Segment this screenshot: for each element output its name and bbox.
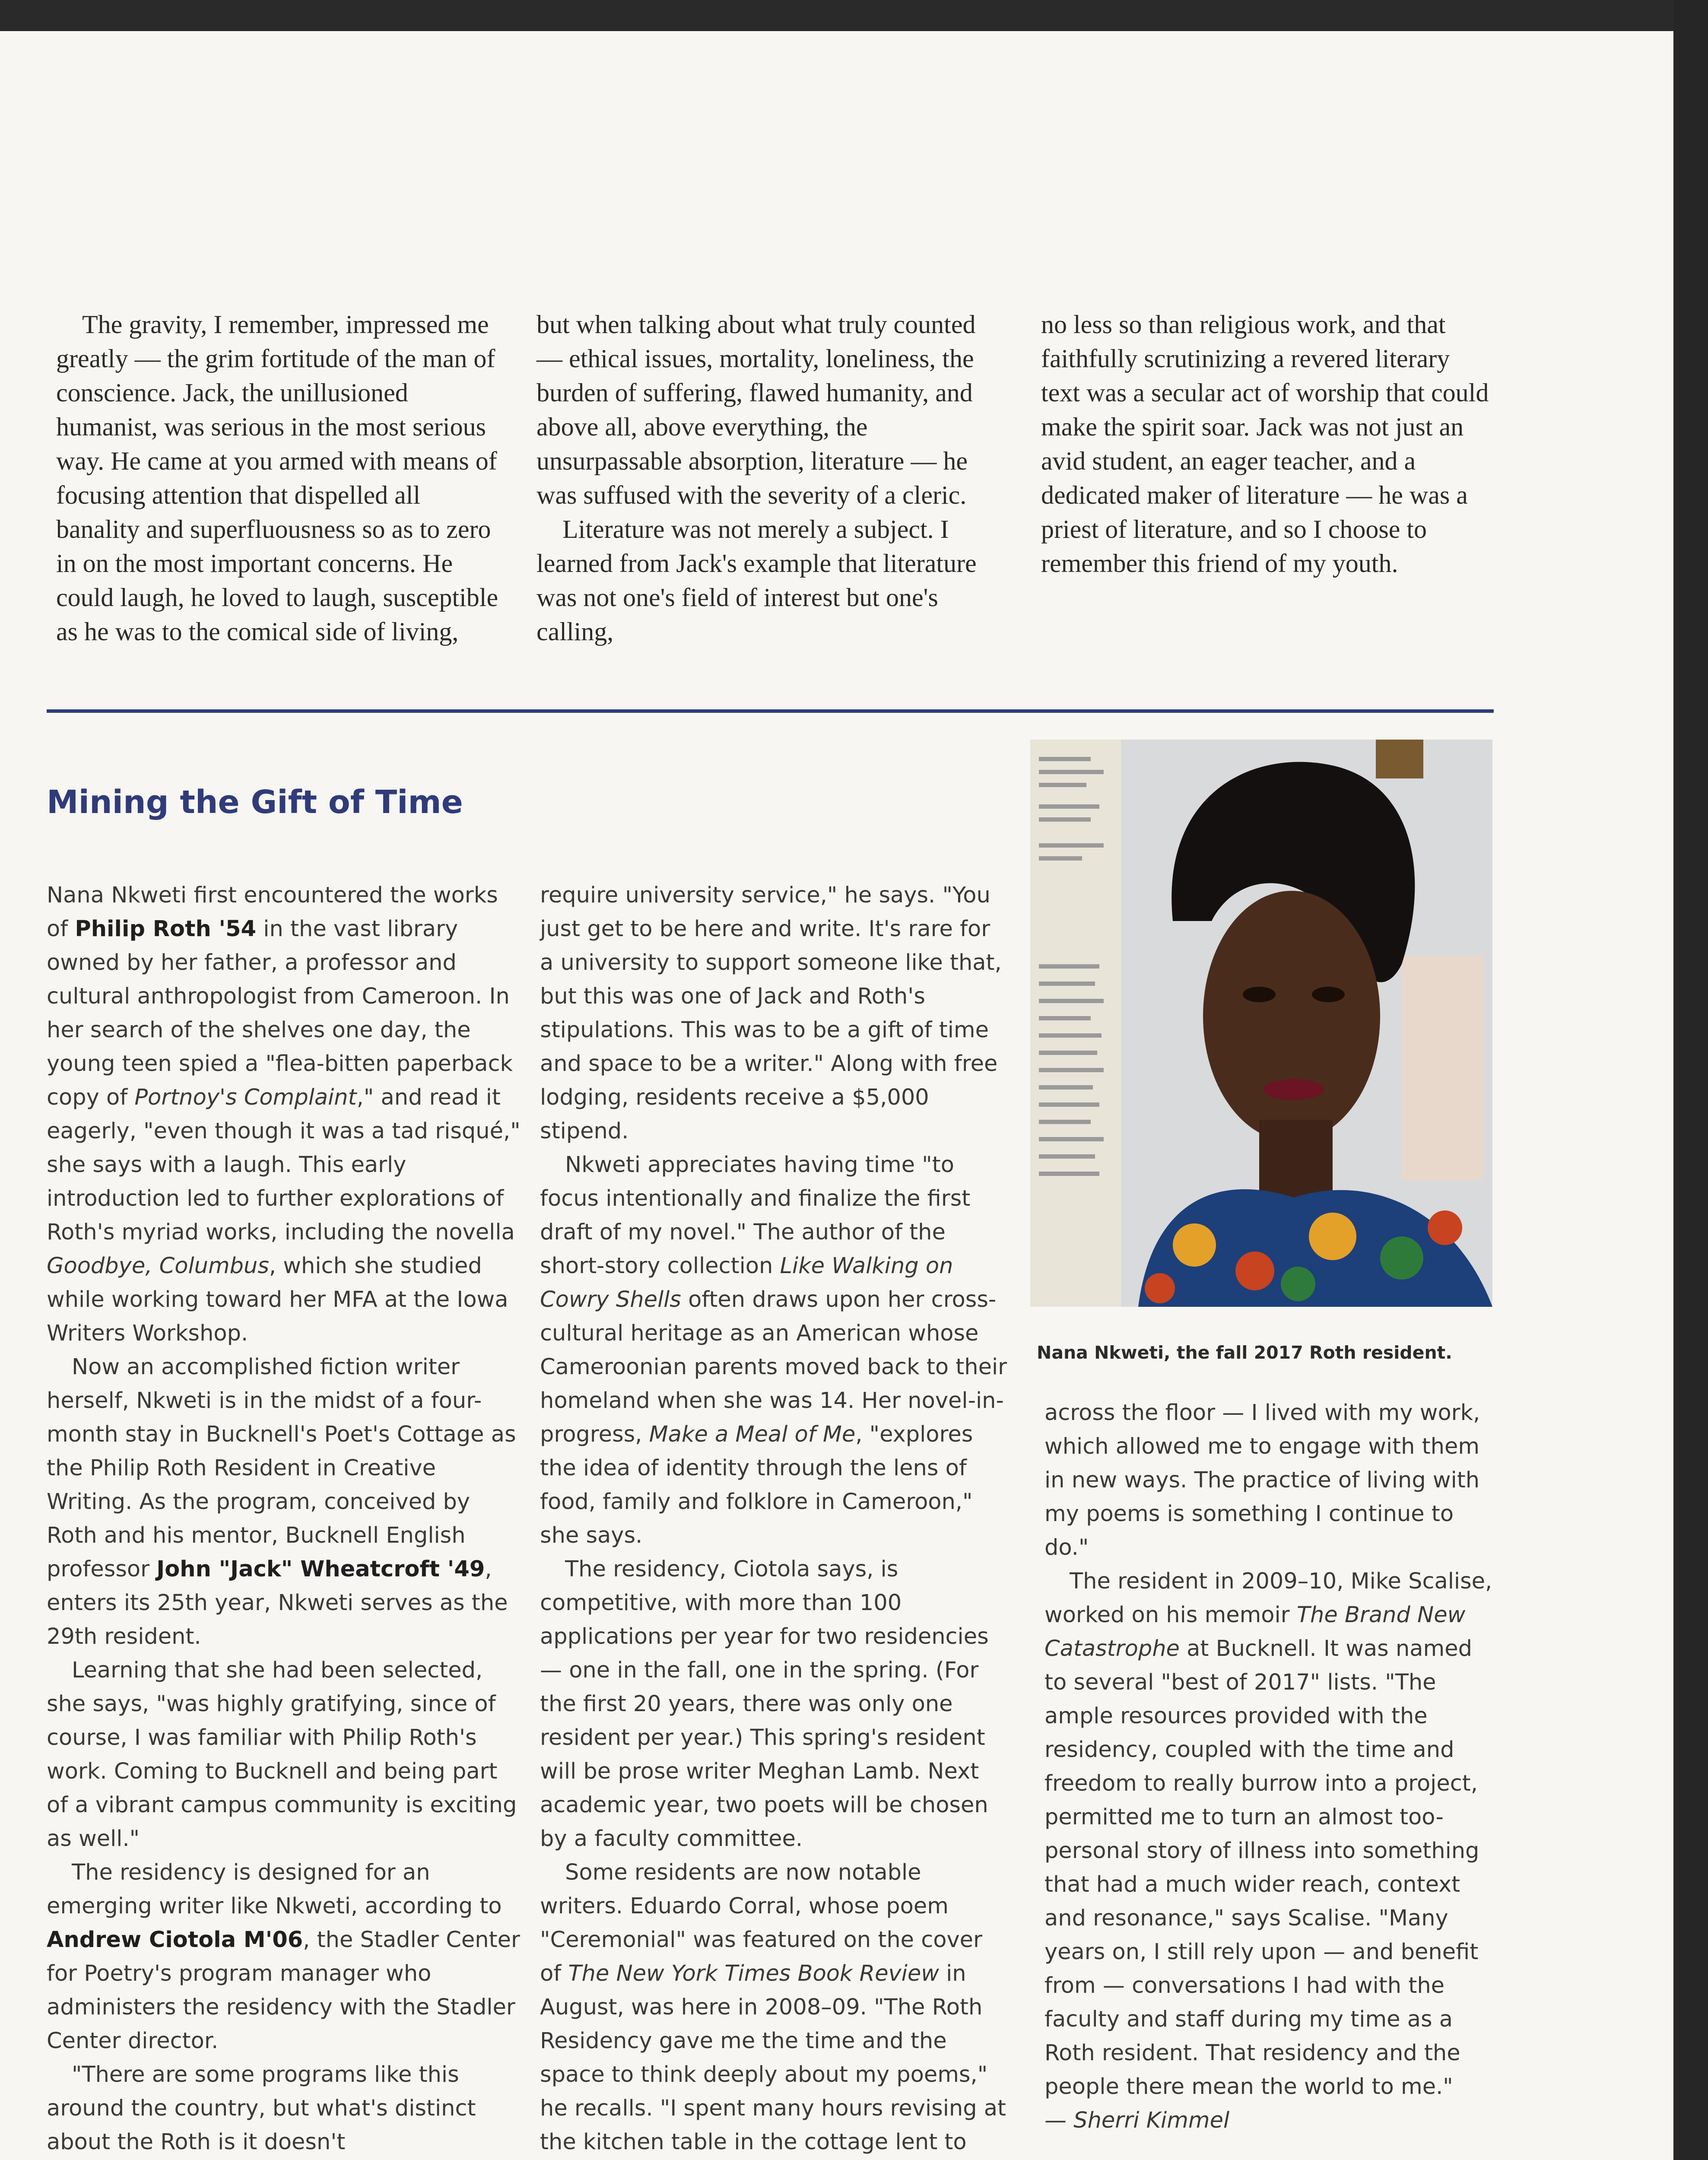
person-name: Andrew Ciotola M'06 [47, 1927, 303, 1953]
book-title: The Brand New Catastrophe [1044, 1602, 1466, 1661]
article-paragraph: Now an accomplished fiction writer herself, Nkweti is in the midst of a four-month stay in Bucknell's Poet's Cottage as the Philip Roth Resident in Creative Writing. As the program, conceived by Roth and his mentor, Bucknell English professor John "Jack" Wheatcroft '49, enters its 25th year, Nkweti serves as the 29th resident. [47, 1354, 516, 1649]
article-paragraph: The residency is designed for an emerging writer like Nkweti, according to Andrew Ciotola M'06, the Stadler Center for Poetry's program manager who administers the residency with the Stadler Center director. [47, 1860, 520, 2054]
article-paragraph: Nkweti appreciates having time "to focus intentionally and finalize the first draft of my novel." The author of the short-story collection Like Walking on Cowry Shells often draws upon her cross-cultural heritage as an American whose Cameroonian parents moved back to their homeland when she was 14. Her novel-in-progress, Make a Meal of Me, "explores the idea of identity through the lens of food, family and folklore in Cameroon," she says. [540, 1152, 1007, 1548]
article-column-2 [540, 879, 1009, 2160]
article-paragraph: across the floor — I lived with my work, which allowed me to engage with them in new ways. The practice of living with my poems is something I continue to do." [1044, 1400, 1480, 1560]
article-paragraph: Some residents are now notable writers. Eduardo Corral, whose poem "Ceremonial" was featured on the cover of The New York Times Book Review in August, was here in 2008–09. "The Roth Residency gave me the time and the space to think deeply about my poems," he recalls. "I spent many hours revising at the kitchen table in the cottage lent to [540, 1860, 1006, 2155]
article-column-3 [1044, 1396, 1496, 2138]
publication-title: The New York Times Book Review [568, 1961, 939, 1986]
resident-portrait-photo [1030, 740, 1492, 1307]
article-paragraph: "There are some programs like this around the country, but what's distinct about the Roth is it doesn't [47, 2062, 476, 2155]
essay-column-3 [1041, 308, 1490, 581]
article-paragraph: The resident in 2009–10, Mike Scalise, worked on his memoir The Brand New Catastrophe at Bucknell. It was named to several "best of 2017" lists. "The ample resources provided with the residency, coupled with the time and freedom to really burrow into a project, permitted me to turn an almost too-personal story of illness into something that had a much wider reach, context and resonance," says Scalise. "Many years on, I still rely upon — and benefit from — conversations I had with the faculty and staff during my time as a Roth resident. That residency and the people there mean the world to me." [1044, 1569, 1492, 2100]
essay-column-2 [537, 308, 981, 649]
essay-paragraph: but when talking about what truly counted — ethical issues, mortality, loneliness, the burden of suffering, flawed humanity, and above all, above everything, the unsurpassable absorption, literature — he was suffused with the severity of a cleric. [537, 310, 976, 509]
article-paragraph: Learning that she had been selected, she says, "was highly gratifying, since of course, I was familiar with Philip Roth's work. Coming to Bucknell and being part of a vibrant campus community is exciting as well." [47, 1658, 517, 1852]
book-title: Like Walking on Cowry Shells [540, 1253, 953, 1312]
essay-paragraph: Literature was not merely a subject. I learned from Jack's example that literature was not one's field of interest but one's calling, [537, 515, 977, 646]
book-title: Goodbye, Columbus [47, 1253, 269, 1279]
article-paragraph: The residency, Ciotola says, is competitive, with more than 100 applications per year for two residencies — one in the fall, one in the spring. (For the first 20 years, there was only one resident per year.) This spring's resident will be prose writer Meghan Lamb. Next academic year, two poets will be chosen by a faculty committee. [540, 1556, 989, 1852]
article-byline: — Sherri Kimmel [1044, 2108, 1230, 2133]
book-title: Make a Meal of Me [649, 1422, 856, 1447]
magazine-page [0, 31, 1673, 2160]
essay-paragraph: The gravity, I remember, impressed me greatly — the grim fortitude of the man of conscience. Jack, the unillusioned humanist, was serious in the most serious way. He came at you armed with means of focusing attention that dispelled all banality and superfluousness so as to zero in on the most important concerns. He could laugh, he loved to laugh, susceptible as he was to the comical side of living, [56, 310, 498, 646]
portrait-illustration [1030, 740, 1492, 1307]
article-column-1 [47, 879, 522, 2159]
article-headline: Mining the Gift of Time [47, 784, 463, 821]
photo-caption: Nana Nkweti, the fall 2017 Roth resident. [1037, 1342, 1452, 1363]
book-title: Portnoy's Complaint [134, 1085, 357, 1110]
article-paragraph: require university service," he says. "You just get to be here and write. It's rare for a university to support someone like that, but this was one of Jack and Roth's stipulations. This was to be a gift of time and space to be a writer." Along with free lodging, residents receive a $5,000 stipend. [540, 883, 1002, 1144]
person-name: John "Jack" Wheatcroft '49 [156, 1556, 485, 1582]
scan-border-right [1673, 0, 1708, 2160]
section-divider [47, 709, 1494, 713]
article-paragraph: Nana Nkweti first encountered the works of Philip Roth '54 in the vast library owned by her father, a professor and cultural anthropologist from Cameroon. In her search of the shelves one day, the young teen spied a "flea-bitten paperback copy of Portnoy's Complaint," and read it eagerly, "even though it was a tad risqué," she says with a laugh. This early introduction led to further explorations of Roth's myriad works, including the novella Goodbye, Columbus, which she studied while working toward her MFA at the Iowa Writers Workshop. [47, 883, 521, 1346]
person-name: Philip Roth '54 [75, 916, 257, 942]
essay-column-1 [56, 308, 501, 649]
essay-paragraph: no less so than religious work, and that faithfully scrutinizing a revered literary text was a secular act of worship that could make the spirit soar. Jack was not just an avid student, an eager teacher, and a dedicated maker of literature — he was a priest of literature, and so I choose to remember this friend of my youth. [1041, 310, 1489, 578]
